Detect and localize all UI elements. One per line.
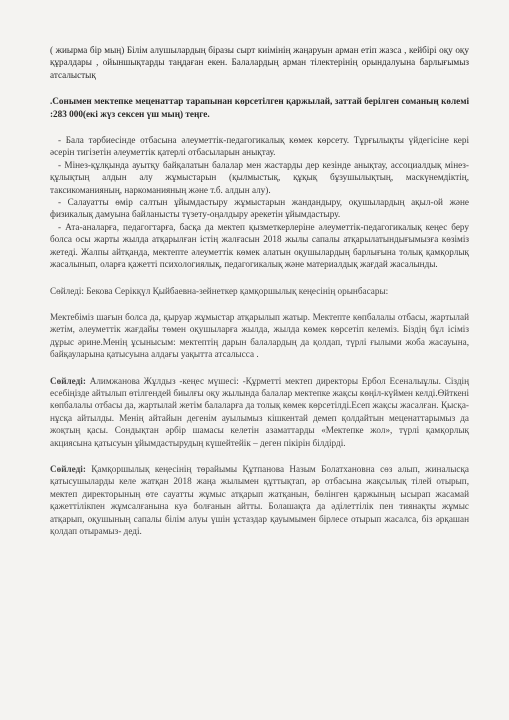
speech-label: Сөйледі: xyxy=(50,375,86,386)
speech-paragraph-2 xyxy=(50,375,469,449)
speaker-paragraph: Мектебіміз шағын болса да, қыруар жұмыстар атқарылып жатыр. Мектепте көпбалалы отбасы, жартылай жетім, әлеуметтік жағдайы төмен оқушыларға жылда, жылда көмек көрсетіп келеміз. Біздің бұл ісіміз дұрыс әрине.Менің ұсынысым: мектептің дарын балалардың да қолдап, түрлі ғылыми жоба жасауына, байқауларына қатысуына алдағы уақытта атсалысса . xyxy=(50,311,469,360)
list-item: - Бала тәрбиесінде отбасына әлеуметтік-педагогикалық көмек көрсету. Тұрғылықты үйдегісіне кері әсерін тигізетін әлеуметтік қатерлі отбасыларын анықтау. xyxy=(50,135,469,158)
list-item: - Ата-аналарға, педагогтарға, басқа да мектеп қызметкерлеріне әлеуметтік-педагогикалық кеңес беру болса осы жарты жылда атқарылған істің жалғасын 2018 жылы сапалы атқарылатындығымызға көзіміз жетеді. Жалпы айтқанда, мектепте әлеуметтік көмек алатын оқушылардың барлығына толық қамқорлық жасалынып, оларға қажетті психологиялық, педагогикалық және материалдық жағдай жасалынды. xyxy=(50,221,469,270)
speech-text: Қамқоршылық кеңесінің төрайымы Құтпанова Назым Болатхановна сөз алып, жиналысқа қатысушыларды келе жатқан 2018 жаңа жылымен құттықтап, әр отбасына жақсылық тілей отырып, мектеп директорының өте сауатты жұмыс атқарып жатқанын, бөлінген қаржының ысырап жасамай қажеттілікпен жұмсалғанына куә болғанын айтты. Болашақта да әділеттілік пен тиянақты жұмыс атқарып, оқушының сапалы білім алуы үшін ұстаздар қауымымен бірлесе отырып жасалса, біз әрқашан қолдап отырамыз- деді. xyxy=(50,463,469,536)
sponsor-amount-line: .Сонымен мектепке меценаттар тарапынан көрсетілген қаржылай, заттай берілген соманың көлемі :283 000(екі жүз сексен үш мың) теңге. xyxy=(50,96,469,119)
speaker-line: Сөйледі: Бекова Серікқүл Қыйбаевна-зейнеткер қамқоршылық кеңесінің орынбасары: xyxy=(50,285,389,296)
intro-paragraph: ( жиырма бір мың) Білім алушылардың біразы сырт киімінің жаңаруын арман етіп жазса , кейбірі оқу оқу құралдары , ойыншықтарды таңдаған екен. Балалардың арман тілектерінің орындалуына барлығымыз атсалыстық xyxy=(50,45,469,80)
task-list xyxy=(50,134,469,270)
list-item: - Салауатты өмір салтын ұйымдастыру жұмыстарын жандандыру, оқушылардың ақыл-ой және физикалық дамуына байланысты түзету-оңалдыру әрекетін ұйымдастыру. xyxy=(50,197,469,220)
list-item: - Мінез-құлқында ауытқу байқалатын балалар мен жастарды дер кезінде анықтау, ассоциалдық мінез-құлықтың алдын алу жұмыстарын (қылмыстық, құқық бұзушылықтың, маскүнемдіктің, таксикоманияның, наркоманияның және т.б. алдын алу). xyxy=(50,159,469,195)
speech-paragraph-3 xyxy=(50,463,469,537)
speech-label: Сөйледі: xyxy=(50,463,86,474)
speech-text: Алимжанова Жұлдыз -кеңес мүшесі: -Құрметті мектеп директоры Ербол Есеналыұлы. Сіздің есебіңізде айтылып өтілгендей биылғы оқу жылында балалар мектепке жақсы көңіл-күймен келді.Өйткені көпбалалы отбасы да, жартылай жетім балаларға да толық көмек көрсетілді.Есеп жақсы жасалған. Қысқа- нұсқа айтылды. Менің айтайын дегенім ауылымыз кішкентай демеп қолдайтын меценаттарымыз да жоқтың қасы. Сондықтан әрбір шамасы келетін азаматтарды «Мектепке жол», түрлі қамқорлық акциясына қатысуын ұйымдастырудың күшейтейік – деген пікірін білдірді. xyxy=(50,375,469,448)
